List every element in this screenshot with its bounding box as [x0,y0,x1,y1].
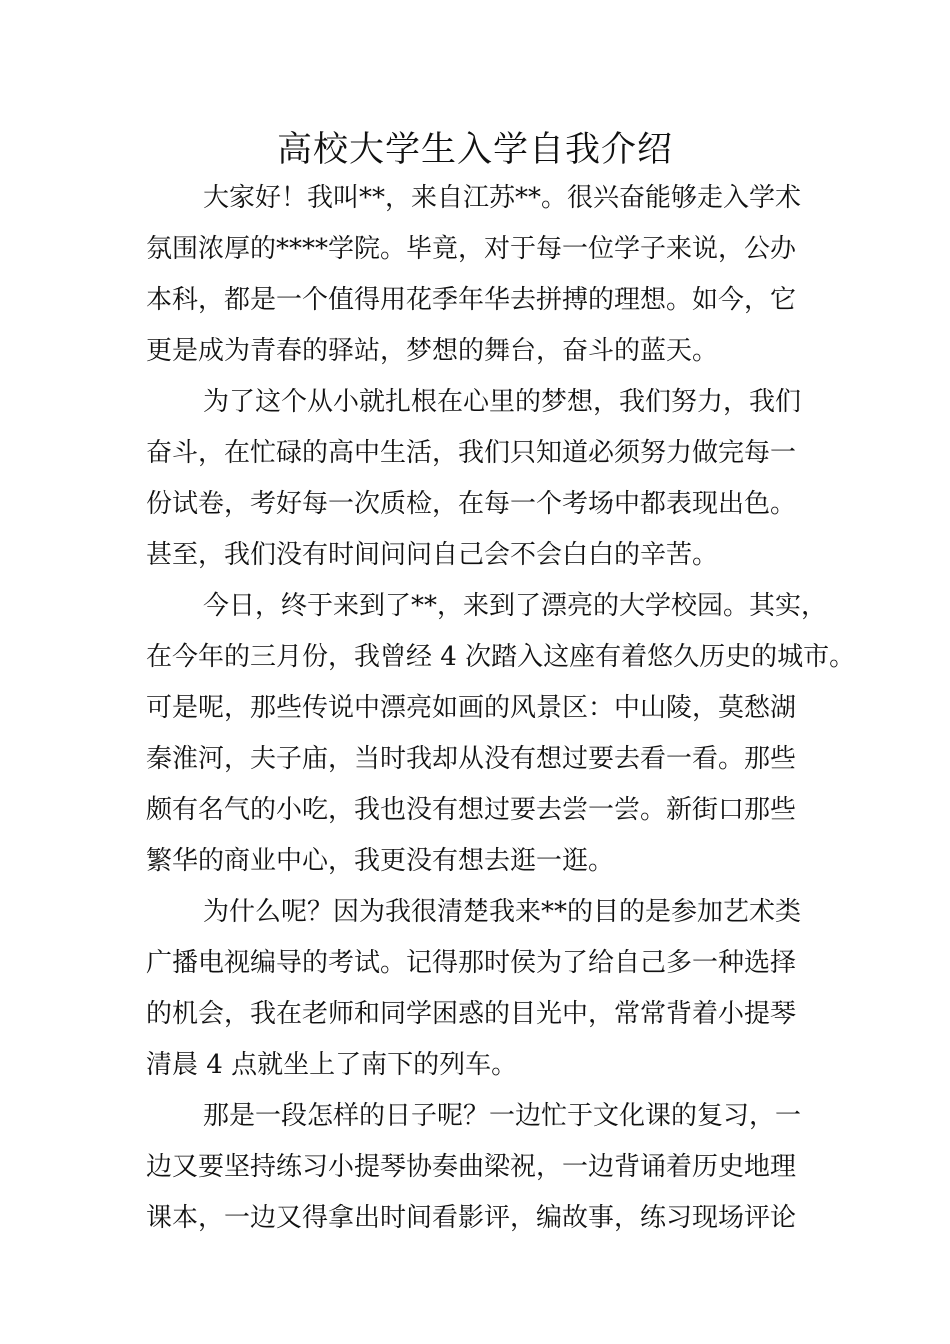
text-line: 今日，终于来到了**，来到了漂亮的大学校园。其实， [203,591,828,621]
text-line: 颇有名气的小吃，我也没有想过要去尝一尝。新街口那些 [146,795,797,825]
text-line: 甚至，我们没有时间问问自己会不会白白的辛苦。 [146,540,719,570]
text-line: 的机会，我在老师和同学困惑的目光中，常常背着小提琴 [146,999,797,1029]
text-line: 大家好！我叫**，来自江苏**。很兴奋能够走入学术 [203,183,802,213]
text-line: 边又要坚持练习小提琴协奏曲梁祝，一边背诵着历史地理 [146,1152,797,1182]
text-line: 份试卷，考好每一次质检，在每一个考场中都表现出色。 [146,489,797,519]
text-line: 可是呢，那些传说中漂亮如画的风景区：中山陵，莫愁湖 [146,693,797,723]
document-title: 高校大学生入学自我介绍 [276,130,673,170]
text-line: 课本，一边又得拿出时间看影评，编故事，练习现场评论 [146,1203,797,1233]
document-body [146,173,856,1244]
text-line: 氛围浓厚的****学院。毕竟，对于每一位学子来说，公办 [146,234,797,264]
text-line: 奋斗，在忙碌的高中生活，我们只知道必须努力做完每一 [146,438,797,468]
text-line: 广播电视编导的考试。记得那时侯为了给自己多一种选择 [146,948,797,978]
text-line: 为什么呢？因为我很清楚我来**的目的是参加艺术类 [203,897,802,927]
text-line: 清晨 4 点就坐上了南下的列车。 [146,1050,518,1080]
text-line: 为了这个从小就扎根在心里的梦想，我们努力，我们 [203,387,802,417]
text-line: 更是成为青春的驿站，梦想的舞台，奋斗的蓝天。 [146,336,719,366]
text-line: 那是一段怎样的日子呢？一边忙于文化课的复习，一 [203,1101,802,1131]
text-line: 繁华的商业中心，我更没有想去逛一逛。 [146,846,615,876]
text-line: 秦淮河，夫子庙，当时我却从没有想过要去看一看。那些 [146,744,797,774]
text-line: 本科，都是一个值得用花季年华去拼搏的理想。如今，它 [146,285,797,315]
text-line: 在今年的三月份，我曾经 4 次踏入这座有着悠久历史的城市。 [146,642,856,672]
